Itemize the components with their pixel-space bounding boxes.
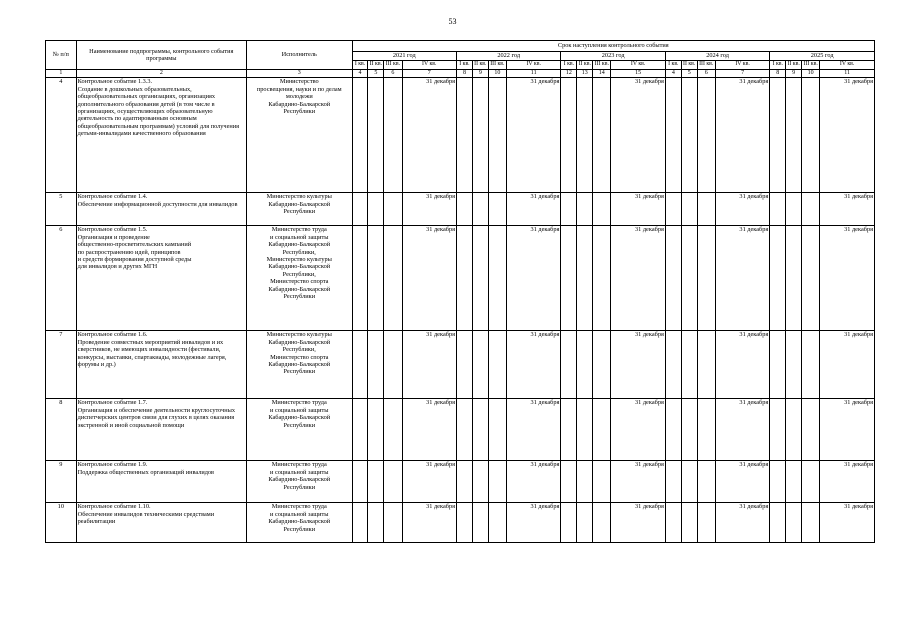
table-row [46,331,875,399]
deadline-cell [681,399,697,461]
deadline-cell [472,399,488,461]
deadline-cell [352,503,368,543]
column-number: 10 [802,70,820,78]
deadline-cell [368,503,384,543]
event-name: Контрольное событие 1.3.3. Создание в дошкольных образовательных, общеобразовательных организациях, организациях дополнительного образования детей (в том числе в организациях, осуществляющих образовательную деятельность по адаптированным основным общеобразовательным программам) условий для получения детьми-инвалидами качественного образования [76,78,246,193]
column-number: 6 [697,70,715,78]
deadline-cell [352,78,368,193]
deadline-cell [384,78,402,193]
deadline-cell [561,226,577,331]
deadline-date: 31 декабря [820,78,875,193]
deadline-cell [384,399,402,461]
deadline-date: 31 декабря [820,399,875,461]
deadline-cell [577,331,593,399]
deadline-cell [457,226,473,331]
column-number: 3 [246,70,352,78]
deadline-date: 31 декабря [402,78,457,193]
deadline-cell [488,331,506,399]
header-quarter: IV кв. [820,61,875,70]
deadline-date: 31 декабря [402,331,457,399]
column-number: 13 [577,70,593,78]
deadline-cell [488,461,506,503]
deadline-date: 31 декабря [715,78,770,193]
row-number: 10 [46,503,77,543]
column-number: 11 [820,70,875,78]
column-number: 14 [593,70,611,78]
deadline-cell [770,226,786,331]
deadline-cell [368,226,384,331]
deadline-date: 31 декабря [402,226,457,331]
deadline-cell [577,226,593,331]
table-row [46,78,875,193]
deadline-date: 31 декабря [611,331,666,399]
executor: Министерство культуры Кабардино-Балкарской Республики [246,193,352,226]
header-quarter: II кв. [681,61,697,70]
deadline-cell [786,331,802,399]
deadline-cell [457,331,473,399]
deadline-cell [665,461,681,503]
page-number: 53 [448,17,457,26]
executor: Министерство просвещения, науки и по делам молодежи Кабардино-Балкарской Республики [246,78,352,193]
header-quarter: II кв. [472,61,488,70]
deadline-cell [786,193,802,226]
header-quarter: III кв. [384,61,402,70]
deadline-cell [352,193,368,226]
deadline-cell [786,78,802,193]
column-number: 10 [488,70,506,78]
header-year: 2023 год [561,52,665,61]
deadline-cell [802,399,820,461]
deadline-cell [457,193,473,226]
column-number: 8 [770,70,786,78]
column-number: 11 [506,70,561,78]
row-number: 4 [46,78,77,193]
column-number: 4 [352,70,368,78]
event-name: Контрольное событие 1.5. Организация и проведение общественно-просветительских кампаний по распространению идей, принципов и средств формирования доступной среды для инвалидов и других МГН [76,226,246,331]
deadline-cell [665,193,681,226]
deadline-date: 31 декабря [715,461,770,503]
deadline-date: 31 декабря [715,193,770,226]
deadline-cell [681,503,697,543]
header-executor: Исполнитель [246,41,352,70]
table-row [46,193,875,226]
header-quarter: I кв. [665,61,681,70]
header-year: 2022 год [457,52,561,61]
deadline-date: 31 декабря [402,461,457,503]
deadline-date: 31 декабря [402,399,457,461]
deadline-date: 31 декабря [506,193,561,226]
deadline-cell [681,193,697,226]
header-quarter: III кв. [802,61,820,70]
deadline-cell [697,193,715,226]
deadline-cell [472,503,488,543]
deadline-cell [681,461,697,503]
deadline-cell [786,226,802,331]
deadline-cell [472,193,488,226]
deadline-date: 31 декабря [506,78,561,193]
deadline-date: 31 декабря [506,399,561,461]
deadline-cell [561,503,577,543]
deadline-cell [472,331,488,399]
deadline-date: 31 декабря [506,331,561,399]
event-name: Контрольное событие 1.10. Обеспечение инвалидов техническими средствами реабилитации [76,503,246,543]
table-row [46,503,875,543]
deadline-cell [561,399,577,461]
deadline-cell [352,399,368,461]
deadline-cell [770,461,786,503]
table-row [46,226,875,331]
deadline-cell [561,331,577,399]
deadline-cell [681,331,697,399]
row-number: 6 [46,226,77,331]
deadline-cell [786,399,802,461]
deadline-cell [681,226,697,331]
deadline-date: 31 декабря [715,331,770,399]
header-quarter: II кв. [368,61,384,70]
deadline-cell [593,331,611,399]
deadline-cell [472,461,488,503]
header-quarter: I кв. [457,61,473,70]
deadline-cell [352,331,368,399]
deadline-date: 31 декабря [402,503,457,543]
header-num: № п/п [46,41,77,70]
deadline-cell [665,399,681,461]
executor: Министерство труда и социальной защиты Кабардино-Балкарской Республики [246,461,352,503]
column-number: 2 [76,70,246,78]
header-quarter: III кв. [697,61,715,70]
deadline-cell [593,226,611,331]
deadline-cell [384,331,402,399]
deadline-cell [697,461,715,503]
deadline-date: 31 декабря [715,503,770,543]
event-name: Контрольное событие 1.7. Организация и обеспечение деятельности круглосуточных диспетчерских центров связи для глухих в целях оказания экстренной и иной социальной помощи [76,399,246,461]
deadline-cell [593,193,611,226]
deadline-cell [577,461,593,503]
deadline-date: 31 декабря [611,399,666,461]
executor: Министерство культуры Кабардино-Балкарской Республики, Министерство спорта Кабардино-Балкарской Республики [246,331,352,399]
header-year: 2025 год [770,52,875,61]
deadline-cell [697,503,715,543]
deadline-cell [697,78,715,193]
header-name: Наименование подпрограммы, контрольного события программы [76,41,246,70]
deadline-cell [384,226,402,331]
row-number: 5 [46,193,77,226]
deadline-cell [802,331,820,399]
event-name: Контрольное событие 1.4. Обеспечение информационной доступности для инвалидов [76,193,246,226]
table-row [46,399,875,461]
deadline-cell [368,78,384,193]
deadline-cell [802,503,820,543]
deadline-date: 31 декабря [715,399,770,461]
deadline-date: 31 декабря [820,193,875,226]
deadline-cell [472,78,488,193]
deadline-date: 31 декабря [611,78,666,193]
deadline-cell [352,226,368,331]
deadline-date: 31 декабря [820,331,875,399]
deadline-cell [770,193,786,226]
event-name: Контрольное событие 1.6. Проведение совместных мероприятий инвалидов и их сверстников, не имеющих инвалидности (фестивали, конкурсы, выставки, спартакиады, молодежные лагеря, форумы и др.) [76,331,246,399]
deadline-date: 31 декабря [611,461,666,503]
header-quarter: II кв. [786,61,802,70]
column-number: 5 [368,70,384,78]
deadline-cell [577,193,593,226]
deadline-date: 31 декабря [506,461,561,503]
column-number: 1 [46,70,77,78]
deadline-cell [593,461,611,503]
deadline-cell [384,503,402,543]
deadline-cell [457,503,473,543]
header-quarter: III кв. [593,61,611,70]
deadline-cell [681,78,697,193]
deadline-cell [488,78,506,193]
deadline-date: 31 декабря [715,226,770,331]
deadline-cell [488,503,506,543]
deadline-cell [697,331,715,399]
deadline-date: 31 декабря [611,226,666,331]
column-number: 5 [681,70,697,78]
deadline-cell [802,226,820,331]
column-number: 9 [472,70,488,78]
deadline-cell [786,461,802,503]
deadline-cell [384,461,402,503]
deadline-date: 31 декабря [820,226,875,331]
deadline-cell [457,399,473,461]
column-number: 12 [561,70,577,78]
deadline-date: 31 декабря [402,193,457,226]
deadline-cell [457,78,473,193]
column-number: 15 [611,70,666,78]
header-quarter: I кв. [770,61,786,70]
deadline-cell [577,399,593,461]
deadline-cell [561,193,577,226]
deadline-cell [488,399,506,461]
deadline-cell [457,461,473,503]
header-quarter: IV кв. [611,61,666,70]
deadline-date: 31 декабря [820,503,875,543]
deadline-cell [697,399,715,461]
header-quarter: II кв. [577,61,593,70]
deadline-cell [802,461,820,503]
header-quarter: IV кв. [402,61,457,70]
header-quarter: III кв. [488,61,506,70]
deadline-cell [577,503,593,543]
header-quarter: I кв. [352,61,368,70]
executor: Министерство труда и социальной защиты Кабардино-Балкарской Республики [246,399,352,461]
column-number: 4 [665,70,681,78]
deadline-cell [577,78,593,193]
header-quarter: IV кв. [715,61,770,70]
header-deadline: Срок наступления контрольного события [352,41,874,52]
deadline-cell [665,226,681,331]
executor: Министерство труда и социальной защиты Кабардино-Балкарской Республики [246,503,352,543]
column-number: 6 [384,70,402,78]
column-number: 7 [715,70,770,78]
deadline-cell [561,461,577,503]
header-quarter: IV кв. [506,61,561,70]
column-number: 9 [786,70,802,78]
header-year: 2024 год [665,52,769,61]
deadline-cell [770,78,786,193]
deadline-cell [488,193,506,226]
deadline-cell [472,226,488,331]
deadline-cell [488,226,506,331]
deadline-cell [770,331,786,399]
deadline-cell [802,193,820,226]
column-number: 8 [457,70,473,78]
control-events-table [45,40,875,543]
deadline-cell [665,331,681,399]
row-number: 7 [46,331,77,399]
deadline-cell [368,399,384,461]
deadline-cell [368,193,384,226]
deadline-date: 31 декабря [820,461,875,503]
header-quarter: I кв. [561,61,577,70]
table-row [46,461,875,503]
deadline-cell [368,331,384,399]
deadline-date: 31 декабря [611,503,666,543]
deadline-cell [593,78,611,193]
deadline-cell [368,461,384,503]
row-number: 8 [46,399,77,461]
deadline-cell [593,503,611,543]
deadline-cell [665,78,681,193]
deadline-cell [770,503,786,543]
deadline-cell [593,399,611,461]
deadline-date: 31 декабря [506,503,561,543]
row-number: 9 [46,461,77,503]
column-number: 7 [402,70,457,78]
deadline-cell [665,503,681,543]
deadline-date: 31 декабря [611,193,666,226]
deadline-cell [770,399,786,461]
deadline-cell [561,78,577,193]
deadline-cell [352,461,368,503]
event-name: Контрольное событие 1.9. Поддержка общественных организаций инвалидов [76,461,246,503]
deadline-date: 31 декабря [506,226,561,331]
deadline-cell [802,78,820,193]
deadline-cell [786,503,802,543]
executor: Министерство труда и социальной защиты Кабардино-Балкарской Республики, Министерство культуры Кабардино-Балкарской Республики, Министерство спорта Кабардино-Балкарской Республики [246,226,352,331]
header-year: 2021 год [352,52,456,61]
deadline-cell [384,193,402,226]
deadline-cell [697,226,715,331]
